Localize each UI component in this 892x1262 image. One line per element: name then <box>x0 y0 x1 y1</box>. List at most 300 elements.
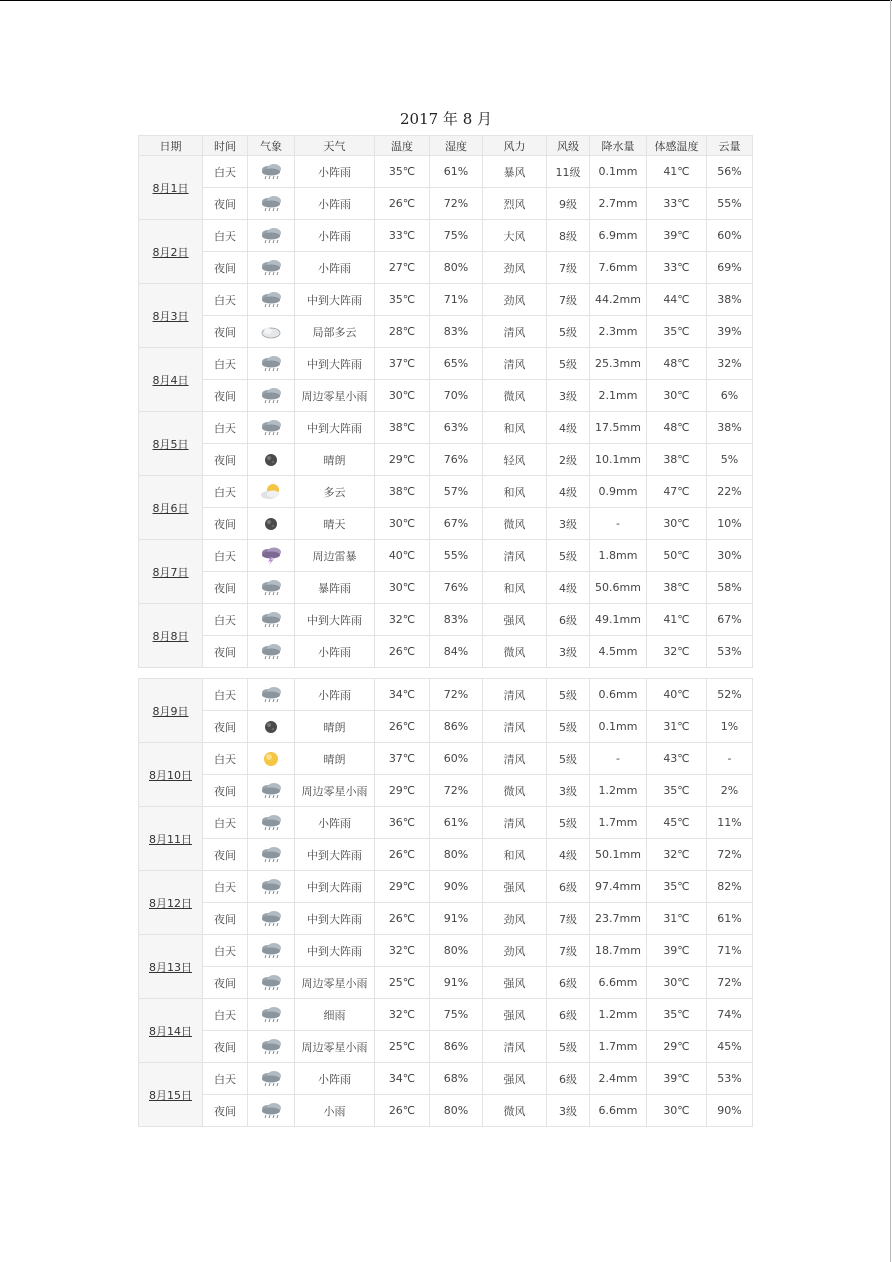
header-cloud-cover: 云量 <box>707 136 753 156</box>
temperature-cell: 36℃ <box>375 807 430 839</box>
precipitation-cell: 44.2mm <box>590 284 647 316</box>
weather-cell: 中到大阵雨 <box>295 604 375 636</box>
thunder-icon <box>259 547 283 565</box>
date-link[interactable]: 8月11日 <box>149 832 192 846</box>
humidity-cell: 86% <box>430 711 483 743</box>
rain-icon <box>259 686 283 704</box>
wind-level-cell: 5级 <box>547 711 590 743</box>
condition-icon-cell <box>248 252 295 284</box>
weather-cell: 中到大阵雨 <box>295 284 375 316</box>
weather-cell: 晴朗 <box>295 444 375 476</box>
precipitation-cell: 49.1mm <box>590 604 647 636</box>
table-row <box>139 348 753 380</box>
humidity-cell: 84% <box>430 636 483 668</box>
wind-cell: 强风 <box>483 1063 547 1095</box>
temperature-cell: 29℃ <box>375 871 430 903</box>
time-cell: 夜间 <box>203 1095 248 1127</box>
moon-icon <box>259 451 283 469</box>
cloud-cover-cell: 74% <box>707 999 753 1031</box>
rain-icon <box>259 611 283 629</box>
time-cell: 白天 <box>203 220 248 252</box>
temperature-cell: 30℃ <box>375 508 430 540</box>
date-link[interactable]: 8月13日 <box>149 960 192 974</box>
table-row <box>139 999 753 1031</box>
condition-icon-cell <box>248 508 295 540</box>
rain-icon <box>259 227 283 245</box>
temperature-cell: 26℃ <box>375 839 430 871</box>
precipitation-cell: 1.2mm <box>590 999 647 1031</box>
precipitation-cell: 1.7mm <box>590 807 647 839</box>
temperature-cell: 32℃ <box>375 999 430 1031</box>
wind-level-cell: 5级 <box>547 743 590 775</box>
time-cell: 白天 <box>203 999 248 1031</box>
rain-icon <box>259 195 283 213</box>
date-link[interactable]: 8月8日 <box>152 629 189 643</box>
wind-level-cell: 7级 <box>547 284 590 316</box>
precipitation-cell: 4.5mm <box>590 636 647 668</box>
date-link[interactable]: 8月5日 <box>152 437 189 451</box>
wind-cell: 清风 <box>483 807 547 839</box>
temperature-cell: 33℃ <box>375 220 430 252</box>
table-row <box>139 316 753 348</box>
wind-cell: 清风 <box>483 348 547 380</box>
time-cell: 白天 <box>203 540 248 572</box>
feels-like-cell: 30℃ <box>647 508 707 540</box>
condition-icon-cell <box>248 775 295 807</box>
rain-icon <box>259 355 283 373</box>
time-cell: 夜间 <box>203 839 248 871</box>
wind-level-cell: 6级 <box>547 871 590 903</box>
feels-like-cell: 38℃ <box>647 572 707 604</box>
humidity-cell: 60% <box>430 743 483 775</box>
cloud-cover-cell: 30% <box>707 540 753 572</box>
feels-like-cell: 45℃ <box>647 807 707 839</box>
header-humidity: 湿度 <box>430 136 483 156</box>
moon-icon <box>259 718 283 736</box>
weather-cell: 中到大阵雨 <box>295 412 375 444</box>
temperature-cell: 29℃ <box>375 775 430 807</box>
table-row <box>139 252 753 284</box>
precipitation-cell: - <box>590 743 647 775</box>
time-cell: 白天 <box>203 807 248 839</box>
cloud-cover-cell: 10% <box>707 508 753 540</box>
table-row <box>139 636 753 668</box>
table-row <box>139 156 753 188</box>
cloud-cover-cell: 2% <box>707 775 753 807</box>
sun-icon <box>259 750 283 768</box>
condition-icon-cell <box>248 540 295 572</box>
condition-icon-cell <box>248 1095 295 1127</box>
cloud-cover-cell: 38% <box>707 412 753 444</box>
cloud-cover-cell: 69% <box>707 252 753 284</box>
humidity-cell: 80% <box>430 839 483 871</box>
cloud-cover-cell: 6% <box>707 380 753 412</box>
wind-level-cell: 3级 <box>547 1095 590 1127</box>
humidity-cell: 83% <box>430 604 483 636</box>
cloud-cover-cell: 90% <box>707 1095 753 1127</box>
condition-icon-cell <box>248 476 295 508</box>
wind-cell: 微风 <box>483 775 547 807</box>
table-row <box>139 1095 753 1127</box>
time-cell: 夜间 <box>203 508 248 540</box>
condition-icon-cell <box>248 1031 295 1063</box>
table-row <box>139 284 753 316</box>
precipitation-cell: 23.7mm <box>590 903 647 935</box>
humidity-cell: 61% <box>430 156 483 188</box>
feels-like-cell: 30℃ <box>647 967 707 999</box>
partly-cloudy-icon <box>259 483 283 501</box>
condition-icon-cell <box>248 743 295 775</box>
temperature-cell: 35℃ <box>375 156 430 188</box>
temperature-cell: 38℃ <box>375 412 430 444</box>
date-link[interactable]: 8月1日 <box>152 181 189 195</box>
precipitation-cell: 2.4mm <box>590 1063 647 1095</box>
temperature-cell: 34℃ <box>375 679 430 711</box>
feels-like-cell: 29℃ <box>647 1031 707 1063</box>
precipitation-cell: 2.1mm <box>590 380 647 412</box>
date-link[interactable]: 8月4日 <box>152 373 189 387</box>
cloud-cover-cell: 11% <box>707 807 753 839</box>
temperature-cell: 26℃ <box>375 903 430 935</box>
feels-like-cell: 41℃ <box>647 156 707 188</box>
temperature-cell: 34℃ <box>375 1063 430 1095</box>
humidity-cell: 76% <box>430 572 483 604</box>
feels-like-cell: 30℃ <box>647 1095 707 1127</box>
precipitation-cell: 6.9mm <box>590 220 647 252</box>
date-cell <box>139 540 203 604</box>
date-cell <box>139 284 203 348</box>
date-link[interactable]: 8月7日 <box>152 565 189 579</box>
feels-like-cell: 48℃ <box>647 412 707 444</box>
condition-icon-cell <box>248 316 295 348</box>
weather-cell: 周边零星小雨 <box>295 967 375 999</box>
wind-cell: 和风 <box>483 839 547 871</box>
cloud-cover-cell: 1% <box>707 711 753 743</box>
cloud-cover-cell: 82% <box>707 871 753 903</box>
table-row <box>139 572 753 604</box>
precipitation-cell: 6.6mm <box>590 1095 647 1127</box>
wind-level-cell: 6级 <box>547 967 590 999</box>
wind-level-cell: 8级 <box>547 220 590 252</box>
time-cell: 夜间 <box>203 380 248 412</box>
weather-cell: 小阵雨 <box>295 1063 375 1095</box>
wind-level-cell: 5级 <box>547 348 590 380</box>
wind-cell: 劲风 <box>483 284 547 316</box>
humidity-cell: 70% <box>430 380 483 412</box>
precipitation-cell: 1.2mm <box>590 775 647 807</box>
time-cell: 夜间 <box>203 903 248 935</box>
date-link[interactable]: 8月10日 <box>149 768 192 782</box>
weather-table-part-1 <box>138 135 753 668</box>
feels-like-cell: 39℃ <box>647 935 707 967</box>
weather-cell: 中到大阵雨 <box>295 903 375 935</box>
condition-icon-cell <box>248 967 295 999</box>
condition-icon-cell <box>248 636 295 668</box>
table-row <box>139 871 753 903</box>
weather-cell: 小阵雨 <box>295 220 375 252</box>
cloud-cover-cell: 53% <box>707 1063 753 1095</box>
table-row <box>139 839 753 871</box>
table-row <box>139 412 753 444</box>
wind-cell: 微风 <box>483 508 547 540</box>
wind-cell: 微风 <box>483 380 547 412</box>
time-cell: 白天 <box>203 348 248 380</box>
precipitation-cell: 6.6mm <box>590 967 647 999</box>
humidity-cell: 80% <box>430 935 483 967</box>
wind-cell: 劲风 <box>483 903 547 935</box>
temperature-cell: 40℃ <box>375 540 430 572</box>
rain-icon <box>259 579 283 597</box>
wind-level-cell: 3级 <box>547 636 590 668</box>
partly-cloudy-night-icon <box>259 323 283 341</box>
wind-level-cell: 4级 <box>547 412 590 444</box>
date-cell <box>139 476 203 540</box>
date-cell <box>139 999 203 1063</box>
cloud-cover-cell: 58% <box>707 572 753 604</box>
header-weather: 天气 <box>295 136 375 156</box>
weather-cell: 中到大阵雨 <box>295 935 375 967</box>
cloud-cover-cell: 53% <box>707 636 753 668</box>
temperature-cell: 26℃ <box>375 711 430 743</box>
table-row <box>139 188 753 220</box>
cloud-cover-cell: 72% <box>707 839 753 871</box>
humidity-cell: 67% <box>430 508 483 540</box>
time-cell: 白天 <box>203 284 248 316</box>
cloud-cover-cell: 72% <box>707 967 753 999</box>
weather-cell: 晴朗 <box>295 743 375 775</box>
precipitation-cell: 2.7mm <box>590 188 647 220</box>
cloud-cover-cell: 5% <box>707 444 753 476</box>
wind-cell: 微风 <box>483 1095 547 1127</box>
rain-icon <box>259 1038 283 1056</box>
precipitation-cell: 50.1mm <box>590 839 647 871</box>
weather-cell: 晴朗 <box>295 711 375 743</box>
temperature-cell: 26℃ <box>375 188 430 220</box>
humidity-cell: 63% <box>430 412 483 444</box>
wind-level-cell: 9级 <box>547 188 590 220</box>
wind-cell: 清风 <box>483 316 547 348</box>
wind-level-cell: 6级 <box>547 1063 590 1095</box>
wind-cell: 暴风 <box>483 156 547 188</box>
table-row <box>139 444 753 476</box>
time-cell: 夜间 <box>203 711 248 743</box>
table-row <box>139 604 753 636</box>
time-cell: 白天 <box>203 871 248 903</box>
precipitation-cell: 7.6mm <box>590 252 647 284</box>
cloud-cover-cell: 71% <box>707 935 753 967</box>
temperature-cell: 32℃ <box>375 604 430 636</box>
wind-level-cell: 5级 <box>547 316 590 348</box>
precipitation-cell: 0.1mm <box>590 711 647 743</box>
condition-icon-cell <box>248 188 295 220</box>
rain-icon <box>259 878 283 896</box>
precipitation-cell: 0.6mm <box>590 679 647 711</box>
condition-icon-cell <box>248 156 295 188</box>
weather-cell: 小阵雨 <box>295 156 375 188</box>
humidity-cell: 90% <box>430 871 483 903</box>
condition-icon-cell <box>248 679 295 711</box>
wind-cell: 和风 <box>483 476 547 508</box>
wind-level-cell: 2级 <box>547 444 590 476</box>
wind-level-cell: 4级 <box>547 476 590 508</box>
wind-level-cell: 7级 <box>547 252 590 284</box>
temperature-cell: 28℃ <box>375 316 430 348</box>
condition-icon-cell <box>248 999 295 1031</box>
weather-table-part-2 <box>138 678 753 1127</box>
weather-cell: 中到大阵雨 <box>295 839 375 871</box>
date-link[interactable]: 8月15日 <box>149 1088 192 1102</box>
table-row <box>139 476 753 508</box>
rain-icon <box>259 942 283 960</box>
condition-icon-cell <box>248 380 295 412</box>
temperature-cell: 25℃ <box>375 967 430 999</box>
humidity-cell: 91% <box>430 967 483 999</box>
page-top-border <box>0 0 892 1</box>
time-cell: 白天 <box>203 476 248 508</box>
header-date: 日期 <box>139 136 203 156</box>
date-link[interactable]: 8月6日 <box>152 501 189 515</box>
time-cell: 夜间 <box>203 188 248 220</box>
precipitation-cell: 18.7mm <box>590 935 647 967</box>
wind-cell: 劲风 <box>483 252 547 284</box>
feels-like-cell: 39℃ <box>647 1063 707 1095</box>
table-row <box>139 220 753 252</box>
wind-cell: 清风 <box>483 711 547 743</box>
date-cell <box>139 604 203 668</box>
condition-icon-cell <box>248 284 295 316</box>
condition-icon-cell <box>248 935 295 967</box>
humidity-cell: 55% <box>430 540 483 572</box>
weather-cell: 周边雷暴 <box>295 540 375 572</box>
weather-cell: 小阵雨 <box>295 636 375 668</box>
time-cell: 白天 <box>203 743 248 775</box>
weather-cell: 中到大阵雨 <box>295 871 375 903</box>
cloud-cover-cell: 55% <box>707 188 753 220</box>
temperature-cell: 30℃ <box>375 572 430 604</box>
wind-cell: 强风 <box>483 871 547 903</box>
date-cell <box>139 743 203 807</box>
feels-like-cell: 35℃ <box>647 316 707 348</box>
table-row <box>139 711 753 743</box>
cloud-cover-cell: 67% <box>707 604 753 636</box>
time-cell: 白天 <box>203 935 248 967</box>
wind-level-cell: 5级 <box>547 540 590 572</box>
date-cell <box>139 935 203 999</box>
wind-cell: 轻风 <box>483 444 547 476</box>
precipitation-cell: 1.8mm <box>590 540 647 572</box>
weather-cell: 小阵雨 <box>295 252 375 284</box>
weather-cell: 周边零星小雨 <box>295 1031 375 1063</box>
time-cell: 夜间 <box>203 252 248 284</box>
wind-level-cell: 3级 <box>547 775 590 807</box>
feels-like-cell: 32℃ <box>647 636 707 668</box>
condition-icon-cell <box>248 871 295 903</box>
humidity-cell: 86% <box>430 1031 483 1063</box>
temperature-cell: 38℃ <box>375 476 430 508</box>
temperature-cell: 32℃ <box>375 935 430 967</box>
time-cell: 白天 <box>203 604 248 636</box>
wind-level-cell: 6级 <box>547 999 590 1031</box>
humidity-cell: 72% <box>430 775 483 807</box>
time-cell: 夜间 <box>203 967 248 999</box>
precipitation-cell: 25.3mm <box>590 348 647 380</box>
header-wind-level: 风级 <box>547 136 590 156</box>
rain-icon <box>259 291 283 309</box>
date-link[interactable]: 8月2日 <box>152 245 189 259</box>
precipitation-cell: 97.4mm <box>590 871 647 903</box>
humidity-cell: 80% <box>430 252 483 284</box>
humidity-cell: 65% <box>430 348 483 380</box>
wind-level-cell: 5级 <box>547 807 590 839</box>
rain-icon <box>259 163 283 181</box>
time-cell: 夜间 <box>203 572 248 604</box>
precipitation-cell: 50.6mm <box>590 572 647 604</box>
humidity-cell: 75% <box>430 220 483 252</box>
wind-cell: 和风 <box>483 572 547 604</box>
precipitation-cell: 1.7mm <box>590 1031 647 1063</box>
condition-icon-cell <box>248 711 295 743</box>
precipitation-cell: 17.5mm <box>590 412 647 444</box>
cloud-cover-cell: - <box>707 743 753 775</box>
condition-icon-cell <box>248 220 295 252</box>
wind-cell: 和风 <box>483 412 547 444</box>
weather-cell: 多云 <box>295 476 375 508</box>
precipitation-cell: 10.1mm <box>590 444 647 476</box>
table-row <box>139 743 753 775</box>
header-time: 时间 <box>203 136 248 156</box>
temperature-cell: 29℃ <box>375 444 430 476</box>
weather-cell: 小阵雨 <box>295 807 375 839</box>
wind-level-cell: 6级 <box>547 604 590 636</box>
rain-icon <box>259 387 283 405</box>
table-row <box>139 903 753 935</box>
cloud-cover-cell: 52% <box>707 679 753 711</box>
wind-level-cell: 7级 <box>547 935 590 967</box>
feels-like-cell: 44℃ <box>647 284 707 316</box>
wind-cell: 微风 <box>483 636 547 668</box>
time-cell: 白天 <box>203 412 248 444</box>
rain-icon <box>259 419 283 437</box>
cloud-cover-cell: 22% <box>707 476 753 508</box>
date-link[interactable]: 8月14日 <box>149 1024 192 1038</box>
date-link[interactable]: 8月3日 <box>152 309 189 323</box>
wind-cell: 强风 <box>483 604 547 636</box>
moon-icon <box>259 515 283 533</box>
page-title: 2017 年 8 月 <box>399 110 493 128</box>
feels-like-cell: 35℃ <box>647 999 707 1031</box>
date-cell <box>139 220 203 284</box>
time-cell: 白天 <box>203 679 248 711</box>
date-link[interactable]: 8月9日 <box>152 704 189 718</box>
table-row <box>139 540 753 572</box>
temperature-cell: 30℃ <box>375 380 430 412</box>
temperature-cell: 26℃ <box>375 1095 430 1127</box>
precipitation-cell: 0.1mm <box>590 156 647 188</box>
temperature-cell: 27℃ <box>375 252 430 284</box>
humidity-cell: 80% <box>430 1095 483 1127</box>
date-cell <box>139 156 203 220</box>
wind-cell: 清风 <box>483 540 547 572</box>
feels-like-cell: 30℃ <box>647 380 707 412</box>
table-row <box>139 1031 753 1063</box>
header-temperature: 温度 <box>375 136 430 156</box>
weather-cell: 晴天 <box>295 508 375 540</box>
feels-like-cell: 40℃ <box>647 679 707 711</box>
date-cell <box>139 348 203 412</box>
cloud-cover-cell: 38% <box>707 284 753 316</box>
date-link[interactable]: 8月12日 <box>149 896 192 910</box>
weather-cell: 细雨 <box>295 999 375 1031</box>
